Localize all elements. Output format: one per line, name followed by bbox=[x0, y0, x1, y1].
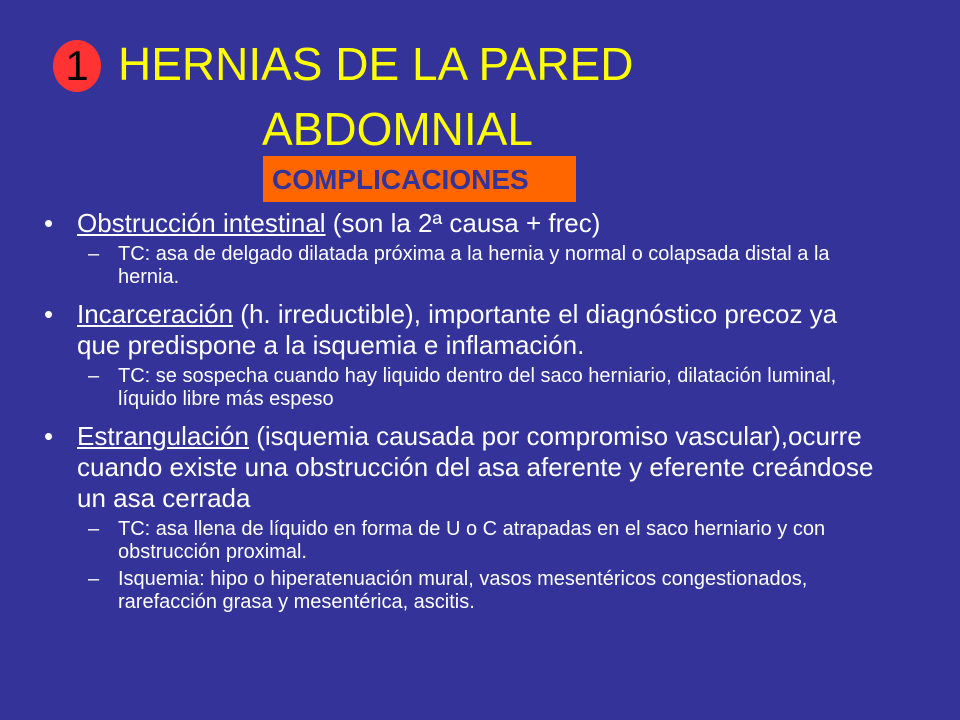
bullet-marker: • bbox=[44, 421, 54, 451]
sub-bullet-marker: – bbox=[88, 365, 100, 387]
sub-bullet-item bbox=[88, 568, 888, 614]
bullet-text: (son la 2ª causa + frec) bbox=[325, 208, 601, 238]
slide-title-line-2: ABDOMNIAL bbox=[262, 103, 533, 155]
bullet-text: (h. irreductible), importante el diagnóstico precoz ya que predispone a la isquemia e inflamación. bbox=[77, 299, 838, 360]
sub-bullet-text: TC: se sospecha cuando hay liquido dentro del saco herniario, dilatación luminal, líquido libre más espeso bbox=[118, 365, 837, 410]
sub-bullet-item bbox=[88, 518, 888, 564]
section-tag: COMPLICACIONES bbox=[263, 156, 576, 202]
slide-number-badge: 1 bbox=[53, 40, 101, 92]
bullet-item bbox=[44, 299, 877, 361]
bullet-item bbox=[44, 208, 877, 239]
slide-title-line-1: HERNIAS DE LA PARED bbox=[118, 38, 634, 90]
sub-bullet-item bbox=[88, 365, 888, 411]
slide-body bbox=[0, 208, 960, 614]
sub-bullet-marker: – bbox=[88, 518, 100, 540]
sub-bullet-marker: – bbox=[88, 568, 100, 590]
sub-bullet-item bbox=[88, 243, 888, 289]
sub-bullet-text: Isquemia: hipo o hiperatenuación mural, vasos mesentéricos congestionados, rarefacción grasa y mesentérica, ascitis. bbox=[118, 568, 808, 613]
bullet-item bbox=[44, 421, 877, 514]
bullet-term: Incarceración bbox=[77, 299, 234, 329]
sub-bullet-text: TC: asa de delgado dilatada próxima a la hernia y normal o colapsada distal a la hernia. bbox=[118, 243, 830, 288]
bullet-text: (isquemia causada por compromiso vascular),ocurre cuando existe una obstrucción del asa aferente y eferente creándose un asa cerrada bbox=[77, 421, 874, 513]
sub-bullet-text: TC: asa llena de líquido en forma de U o C atrapadas en el saco herniario y con obstrucción proximal. bbox=[118, 518, 826, 563]
bullet-marker: • bbox=[44, 208, 54, 238]
bullet-term: Obstrucción intestinal bbox=[77, 208, 326, 238]
bullet-term: Estrangulación bbox=[77, 421, 249, 451]
bullet-marker: • bbox=[44, 299, 54, 329]
sub-bullet-marker: – bbox=[88, 243, 100, 265]
